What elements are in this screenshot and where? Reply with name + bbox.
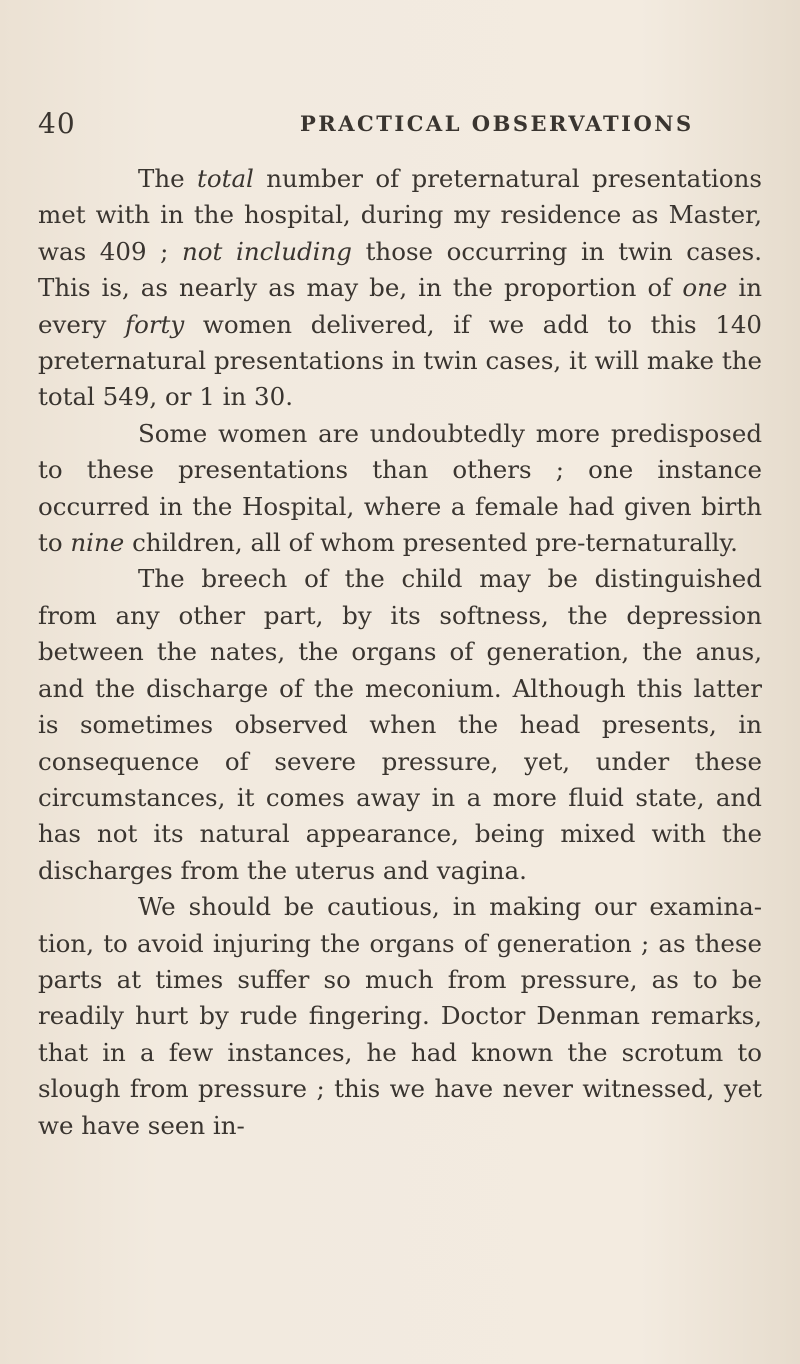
italic-text: total [197, 164, 254, 193]
text-run: in every [38, 273, 762, 339]
page-header [38, 104, 762, 144]
paragraph-breech: The breech of the child may be distinguished from any other part, by its softness, the depression between the nates, the organs of generation, the anus, and the discharge of the meconium. Although this latter is sometimes observed when the head presents, in consequence of severe pressure, yet, under these circumstances, it comes away in a more fluid state, and has not its natural appearance, being mixed with the discharges from the uterus and vagina. [38, 564, 762, 885]
text-run: The [138, 164, 197, 193]
text-run: Some women are undoubtedly more predisposed to these presentations than others ; one instance occurred in the Hospital, where a female had given birth to [38, 418, 762, 558]
paragraph-predisposed [38, 416, 762, 562]
body-text [38, 161, 762, 1144]
running-head: PRACTICAL OBSERVATIONS [300, 111, 694, 136]
text-run: number of preternatural presentations met with in the hospital, during my residence as Master, was 409 ; [38, 164, 762, 266]
italic-text: nine [70, 528, 125, 558]
paragraph-caution: We should be cautious, in making our examina-tion, to avoid injuring the organs of generation ; as these parts at times suffer so much from pressure, as to be readily hurt by rude fingering. Doctor Denman remarks, that in a few instances, he had known the scrotum to slough from pressure ; this we have never witnessed, yet we have seen in- [38, 892, 762, 1140]
italic-text: one [682, 273, 728, 303]
text-run: children, all of whom presented pre-ternaturally. [124, 528, 738, 558]
text-run: women delivered, if we add to this 140 preternatural presentations in twin cases, it will make the total 549, or 1 in 30. [38, 309, 762, 412]
italic-text: forty [125, 309, 185, 339]
paragraph-total-presentations [38, 161, 762, 416]
italic-text: not including [182, 236, 352, 266]
page-number: 40 [38, 107, 76, 140]
text-run: those occurring in twin cases. This is, as nearly as may be, in the proportion of [38, 236, 762, 303]
